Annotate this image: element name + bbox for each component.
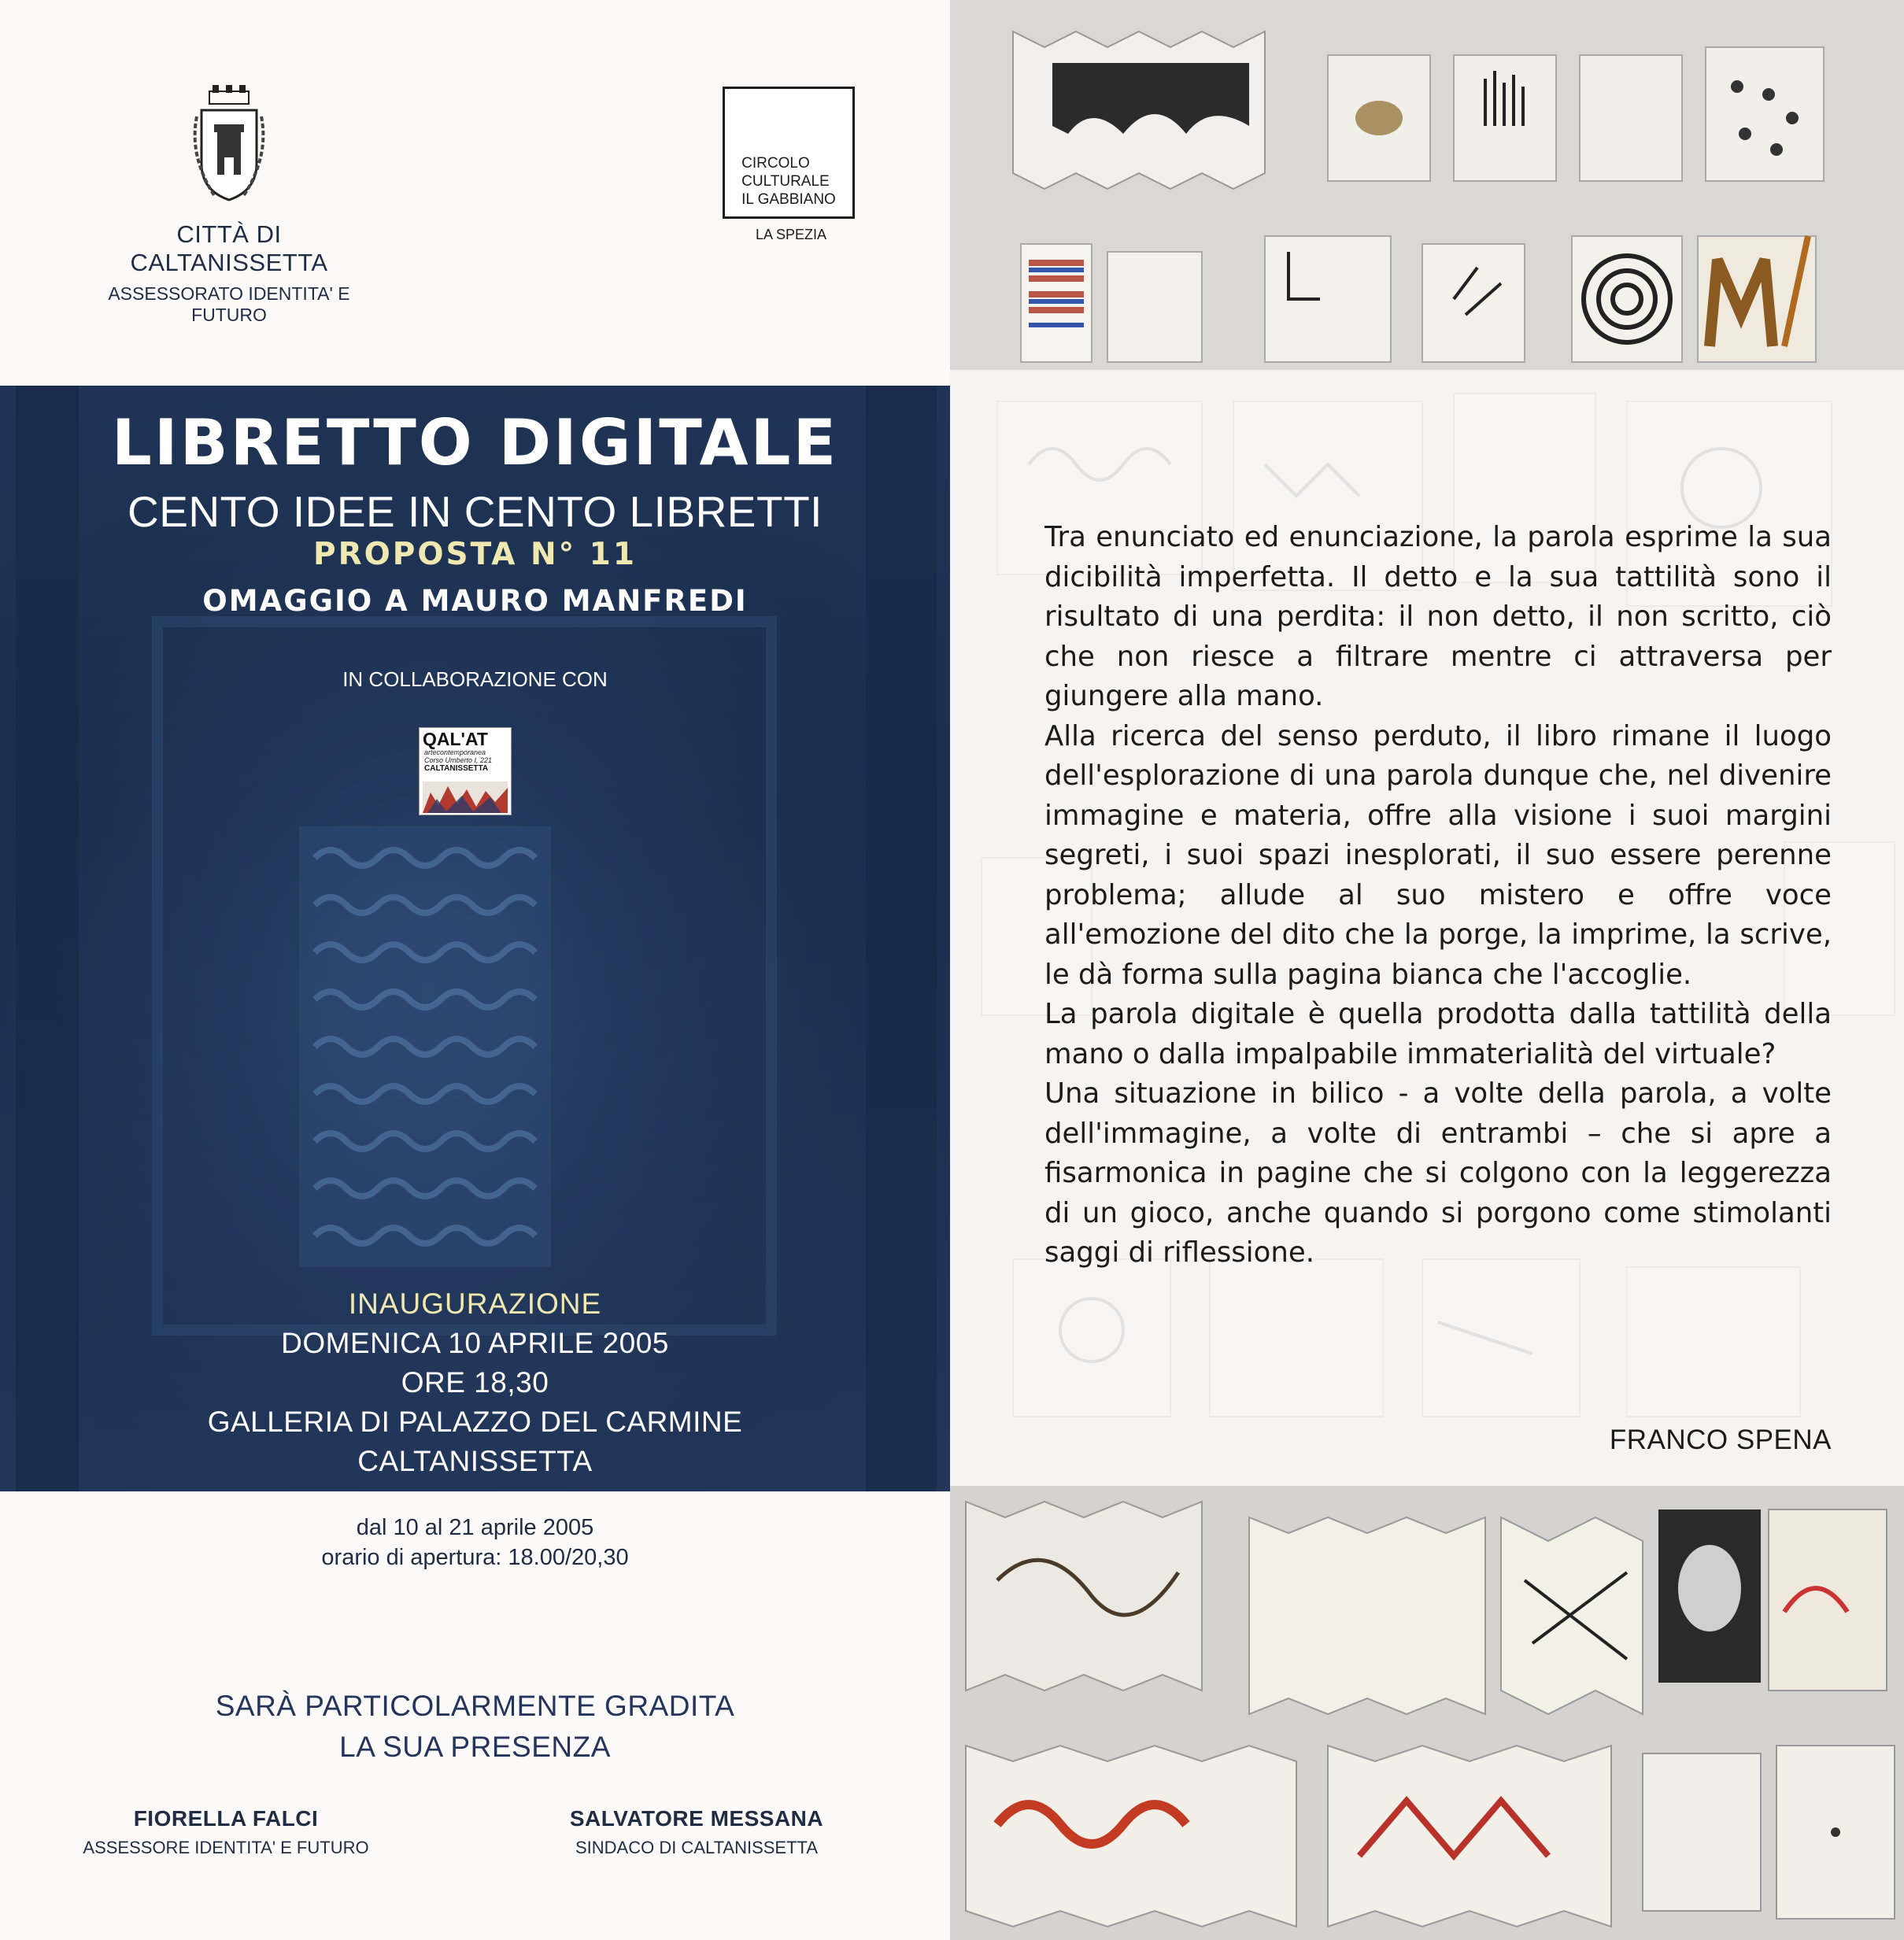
inauguration-label: INAUGURAZIONE [348, 1288, 602, 1320]
signatory-role: SINDACO DI CALTANISSETTA [575, 1838, 819, 1857]
essay-paragraph: Tra enunciato ed enunciazione, la parola esprime la sua dicibilità imperfetta. Il detto e la sua tattilità sono il risultato di una perdita: il non detto, il non scritto, ciò che non riesce a filtrare mentre ci attraversa per giungere alla mano. [1044, 521, 1832, 712]
proposta-number: PROPOSTA N° 11 [313, 537, 637, 572]
circolo-logo-text: CIRCOLO CULTURALE IL GABBIANO [741, 155, 836, 208]
collaboration-label: IN COLLABORAZIONE CON [342, 667, 608, 691]
inauguration-info [0, 1284, 950, 1481]
city-crest-icon [190, 85, 268, 203]
city-department: ASSESSORATO IDENTITA' E FUTURO [108, 283, 350, 325]
exhibition-period: dal 10 al 21 aprile 2005 [356, 1515, 594, 1540]
signatory-name: SALVATORE MESSANA [569, 1806, 824, 1831]
city-name: CITTÀ DI CALTANISSETTA [130, 220, 328, 276]
omaggio-line: OMAGGIO A MAURO MANFREDI [202, 584, 748, 618]
qalat-partner-logo [419, 727, 512, 815]
event-city: CALTANISSETTA [357, 1445, 593, 1477]
event-date: DOMENICA 10 APRILE 2005 [281, 1327, 669, 1359]
welcome-message [0, 1686, 950, 1768]
city-header [76, 85, 383, 326]
qalat-logo-city: CALTANISSETTA [424, 764, 489, 773]
signatory-right [543, 1806, 850, 1858]
invitation-front-panel [0, 0, 950, 1940]
essay-text [1044, 518, 1832, 1273]
title-band [0, 386, 950, 1491]
circolo-logo-box [723, 87, 855, 219]
qalat-logo-tagline: artecontemporanea [424, 748, 486, 756]
accordion-books-photo-top [950, 0, 1904, 370]
event-venue: GALLERIA DI PALAZZO DEL CARMINE [207, 1406, 743, 1438]
essay-paragraph: Una situazione in bilico - a volte della parola, a volte dell'immagine, a volte di entrambi – che si apre a fisarmonica in pagine che si colgono con la leggerezza di un gioco, anche quando si porgono come stimolanti saggi di riflessione. [1044, 1077, 1832, 1269]
essay-paragraph: Alla ricerca del senso perduto, il libro rimane il luogo dell'esplorazione di una parola dunque che, nel divenire immagine e materia, offre alla visione i suoi margini segreti, i suoi spazi inesplorati, il suo essere perenne problema; allude al suo mistero e offre voce all'emozione del dito che la porge, la imprime, la scrive, le dà forma sulla pagina bianca che l'accoglie. [1044, 719, 1832, 991]
opening-hours: orario di apertura: 18.00/20,30 [321, 1545, 629, 1570]
exhibition-dates [0, 1513, 950, 1572]
event-time: ORE 18,30 [401, 1366, 549, 1399]
signatory-name: FIORELLA FALCI [133, 1806, 319, 1831]
qalat-logo-artwork [423, 782, 508, 813]
welcome-line-2: LA SUA PRESENZA [339, 1731, 611, 1763]
subtitle: CENTO IDEE IN CENTO LIBRETTI [128, 487, 823, 536]
main-title: LIBRETTO DIGITALE [111, 406, 839, 479]
circolo-logo [723, 87, 860, 243]
qalat-logo-address: Corso Umberto I, 221 [424, 756, 493, 764]
circolo-city: LA SPEZIA [755, 227, 827, 242]
signatory-left [72, 1806, 379, 1858]
essay-panel [950, 0, 1904, 1940]
essay-author: FRANCO SPENA [1609, 1425, 1832, 1455]
qalat-logo-name: QAL'AT [423, 729, 488, 749]
essay-paragraph: La parola digitale è quella prodotta dalla tattilità della mano o dalla impalpabile immaterialità del virtuale? [1044, 998, 1832, 1070]
accordion-books-photo-bottom [950, 1486, 1904, 1940]
signatory-role: ASSESSORE IDENTITA' E FUTURO [83, 1838, 369, 1857]
welcome-line-1: SARÀ PARTICOLARMENTE GRADITA [215, 1690, 735, 1722]
